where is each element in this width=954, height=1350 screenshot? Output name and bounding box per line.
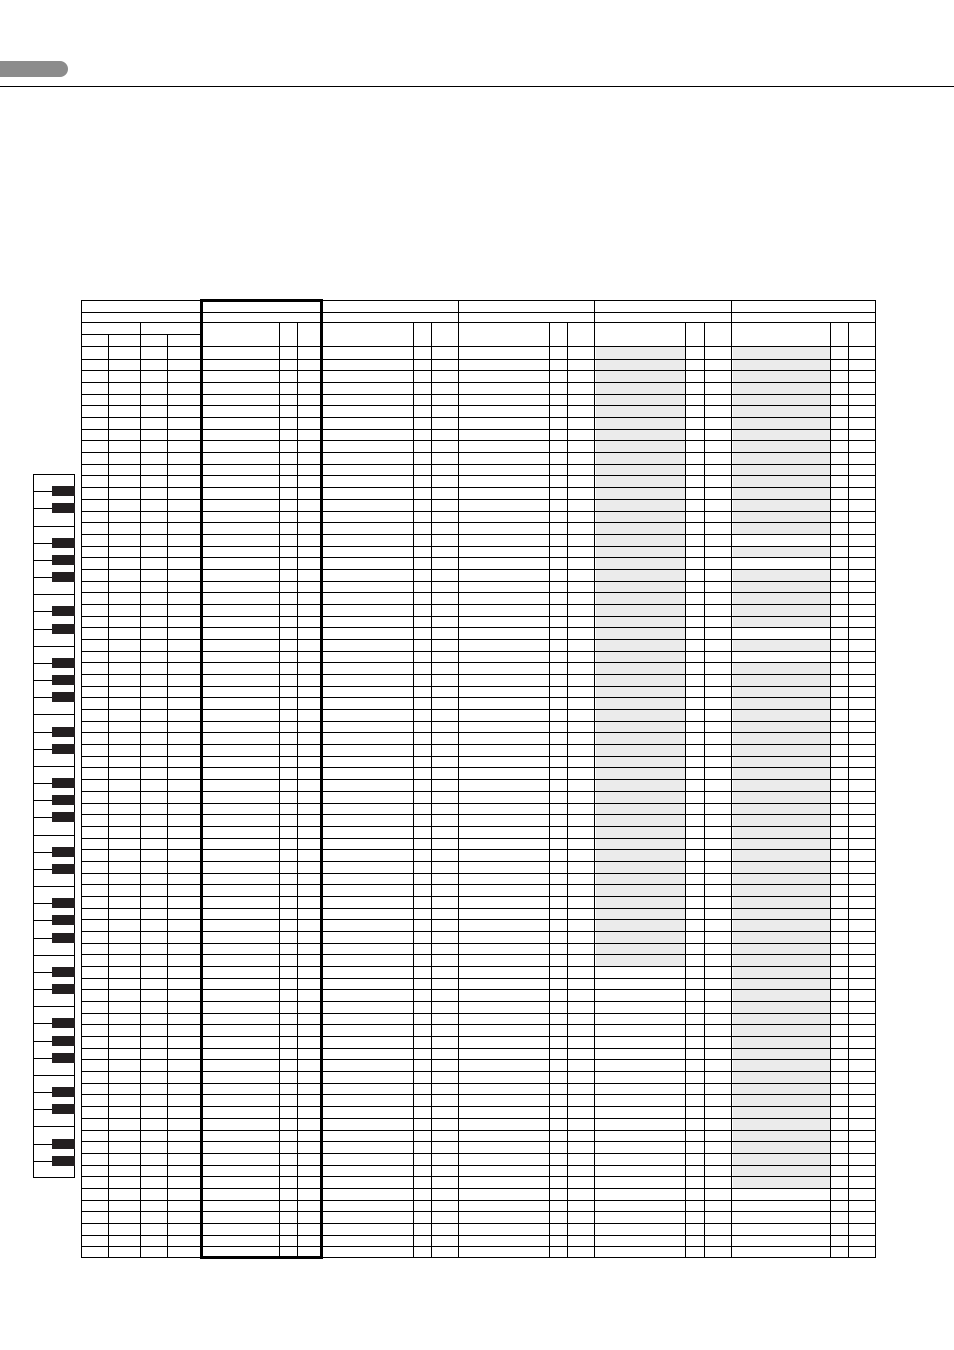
black-key [52, 658, 75, 668]
black-key [52, 624, 75, 634]
black-key [52, 778, 75, 788]
black-key [52, 933, 75, 943]
column-divider [413, 322, 414, 1258]
black-key [52, 1156, 75, 1166]
black-key [52, 847, 75, 857]
white-key [33, 594, 75, 595]
white-key [33, 526, 75, 527]
black-key [52, 984, 75, 994]
column-divider [549, 322, 550, 1258]
white-key [33, 1006, 75, 1007]
white-key [33, 955, 75, 956]
column-divider [108, 334, 109, 1258]
column-divider [704, 322, 705, 1258]
column-divider [167, 334, 168, 1258]
black-key [52, 572, 75, 582]
black-key [52, 555, 75, 565]
black-key [52, 503, 75, 513]
black-key [52, 864, 75, 874]
black-key [52, 606, 75, 616]
column-divider [140, 322, 141, 1258]
black-key [52, 692, 75, 702]
black-key [52, 812, 75, 822]
black-key [52, 538, 75, 548]
black-key [52, 1018, 75, 1028]
black-key [52, 1036, 75, 1046]
column-group-divider [731, 300, 732, 1258]
black-key [52, 967, 75, 977]
black-key [52, 1087, 75, 1097]
white-key [33, 1075, 75, 1076]
white-key [33, 646, 75, 647]
black-key [52, 1053, 75, 1063]
white-key [33, 886, 75, 887]
black-key [52, 727, 75, 737]
column-divider [685, 322, 686, 1258]
white-key [33, 1126, 75, 1127]
column-divider [830, 322, 831, 1258]
column-group-divider [594, 300, 595, 1258]
black-key [52, 915, 75, 925]
column-divider [431, 322, 432, 1258]
column-divider [567, 322, 568, 1258]
black-key [52, 486, 75, 496]
black-key [52, 1104, 75, 1114]
black-key [52, 795, 75, 805]
column-group-divider [458, 300, 459, 1258]
white-key [33, 766, 75, 767]
black-key [52, 675, 75, 685]
highlighted-column-group [200, 299, 323, 1259]
white-key [33, 714, 75, 715]
black-key [52, 898, 75, 908]
header-rule-3 [81, 334, 201, 335]
white-key [33, 835, 75, 836]
black-key [52, 744, 75, 754]
column-divider [848, 322, 849, 1258]
black-key [52, 1139, 75, 1149]
